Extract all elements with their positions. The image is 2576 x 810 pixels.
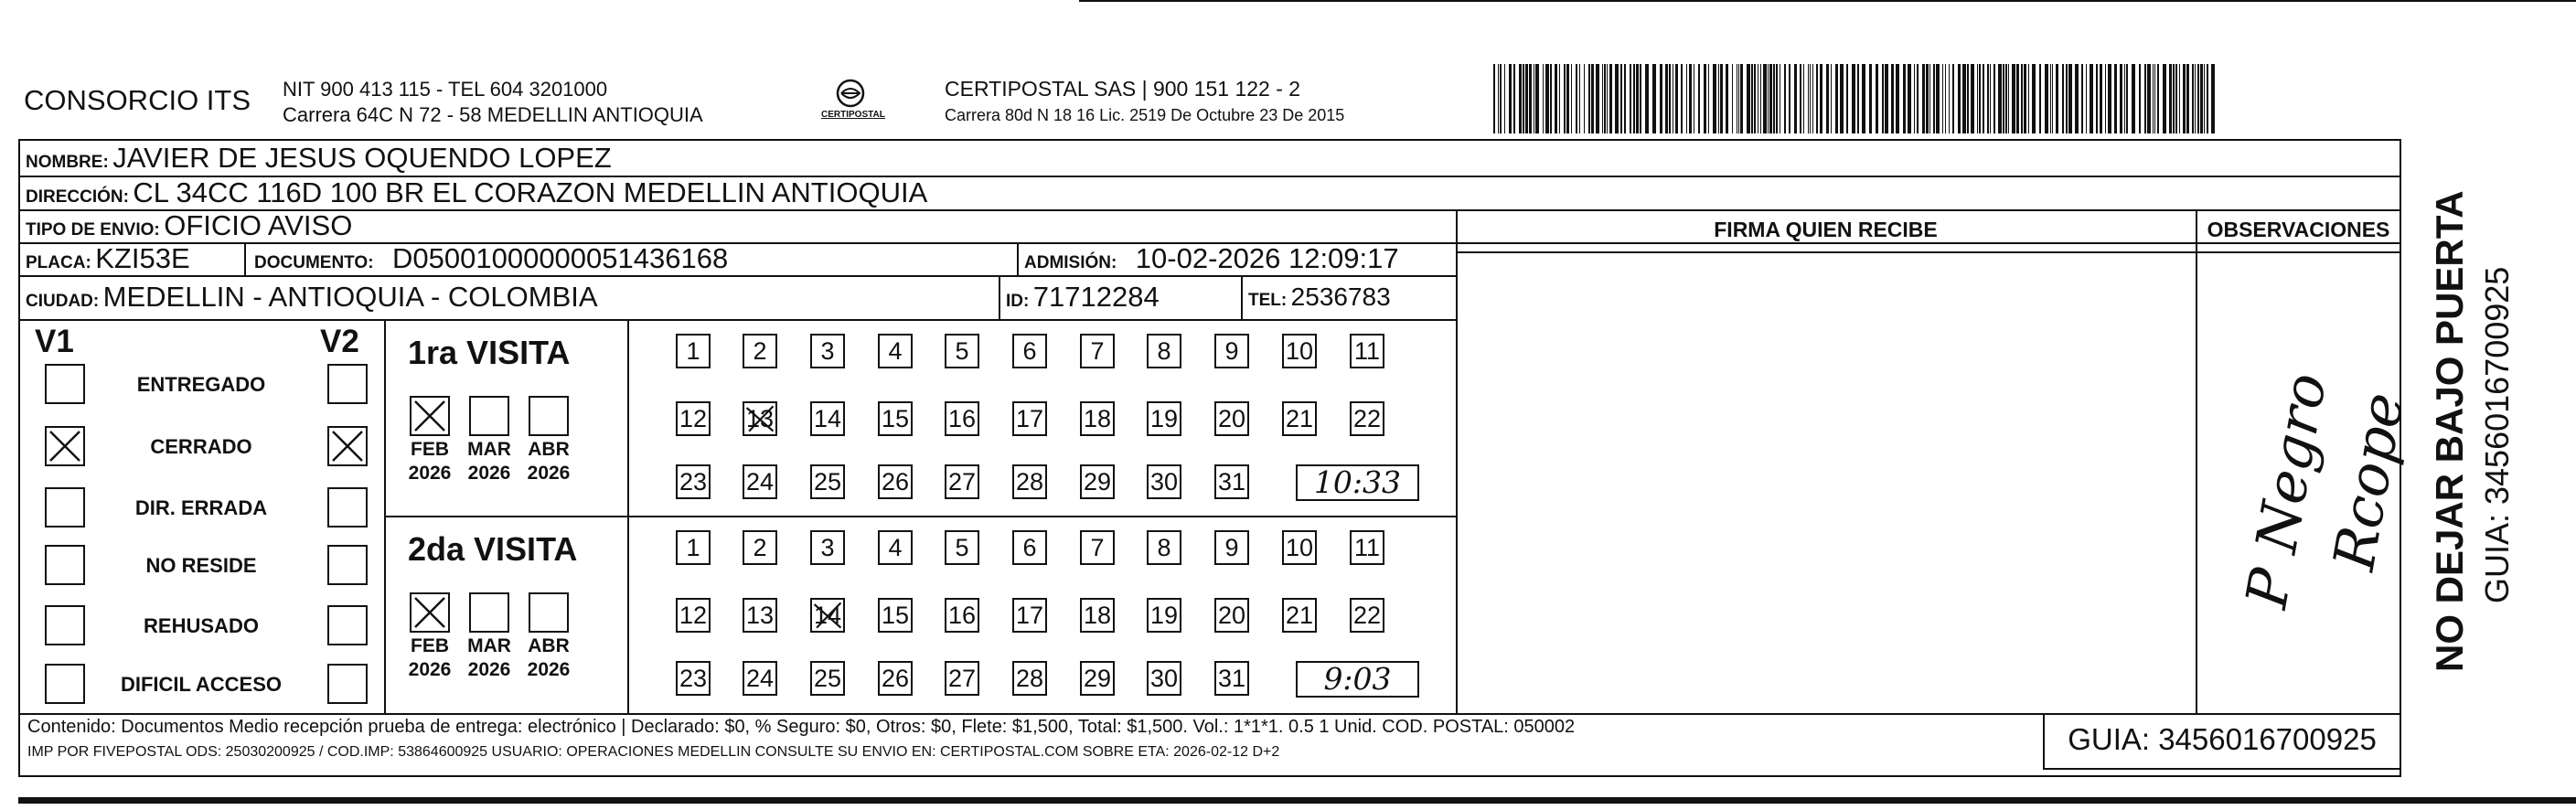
footer-content: Contenido: Documentos Medio recepción prueba de entrega: electrónico | Declarado: $0, % Seguro: $0, Otros: $0, Flete: $1,500, Total: $1,500. Vol.: 1*1*1. 0.5 1 Unid. COD. POSTAL: 050002 bbox=[27, 717, 1576, 737]
side-warning: NO DEJAR BAJO PUERTA bbox=[2428, 190, 2471, 672]
day-box-17-visit-2[interactable]: 17 bbox=[1012, 598, 1047, 633]
status-label-no-reside: NO RESIDE bbox=[145, 554, 257, 577]
month-label-mar-1 bbox=[462, 438, 517, 485]
month-year: 2026 bbox=[527, 659, 571, 680]
status-label-entregado: ENTREGADO bbox=[136, 373, 266, 396]
direccion-label: DIRECCIÓN: bbox=[26, 187, 129, 207]
day-box-31-visit-1[interactable]: 31 bbox=[1214, 464, 1249, 499]
day-check-mark-icon bbox=[812, 600, 843, 631]
month-label-abr-2 bbox=[521, 634, 576, 682]
nombre-label: NOMBRE: bbox=[26, 153, 109, 172]
day-box-13-visit-1[interactable]: 13 bbox=[743, 401, 777, 436]
v2-label: V2 bbox=[320, 324, 359, 359]
day-box-6-visit-2[interactable]: 6 bbox=[1012, 530, 1047, 565]
day-box-6-visit-1[interactable]: 6 bbox=[1012, 334, 1047, 368]
month-year: 2026 bbox=[408, 659, 452, 680]
day-box-25-visit-1[interactable]: 25 bbox=[810, 464, 845, 499]
day-box-5-visit-1[interactable]: 5 bbox=[945, 334, 979, 368]
placa-label: PLACA: bbox=[26, 253, 91, 272]
v1-checkbox-dir-errada[interactable] bbox=[45, 487, 85, 528]
day-box-18-visit-2[interactable]: 18 bbox=[1080, 598, 1115, 633]
day-box-29-visit-1[interactable]: 29 bbox=[1080, 464, 1115, 499]
month-year: 2026 bbox=[467, 463, 511, 484]
documento-value: D05001000000051436168 bbox=[392, 242, 729, 274]
courier-name: CERTIPOSTAL SAS | 900 151 122 - 2 bbox=[945, 77, 1301, 101]
day-box-21-visit-1[interactable]: 21 bbox=[1282, 401, 1317, 436]
day-box-17-visit-1[interactable]: 17 bbox=[1012, 401, 1047, 436]
month-checkbox-abr-1[interactable] bbox=[529, 396, 569, 436]
day-box-28-visit-2[interactable]: 28 bbox=[1012, 661, 1047, 696]
v1-checkbox-entregado[interactable] bbox=[45, 364, 85, 404]
firma-area[interactable] bbox=[1458, 253, 2194, 711]
day-box-10-visit-2[interactable]: 10 bbox=[1282, 530, 1317, 565]
day-box-30-visit-2[interactable]: 30 bbox=[1147, 661, 1181, 696]
day-box-19-visit-2[interactable]: 19 bbox=[1147, 598, 1181, 633]
day-box-14-visit-1[interactable]: 14 bbox=[810, 401, 845, 436]
v2-checkbox-dir-errada[interactable] bbox=[327, 487, 368, 528]
day-box-23-visit-2[interactable]: 23 bbox=[676, 661, 711, 696]
id-value: 71712284 bbox=[1032, 281, 1160, 313]
month-year: 2026 bbox=[467, 659, 511, 680]
day-box-18-visit-1[interactable]: 18 bbox=[1080, 401, 1115, 436]
certipostal-logo bbox=[805, 73, 896, 128]
tel-value: 2536783 bbox=[1290, 282, 1391, 311]
day-box-25-visit-2[interactable]: 25 bbox=[810, 661, 845, 696]
day-box-14-visit-2[interactable]: 14 bbox=[810, 598, 845, 633]
day-box-7-visit-1[interactable]: 7 bbox=[1080, 334, 1115, 368]
day-box-21-visit-2[interactable]: 21 bbox=[1282, 598, 1317, 633]
status-label-cerrado: CERRADO bbox=[150, 435, 252, 458]
footer-imp: IMP POR FIVEPOSTAL ODS: 25030200925 / COD.IMP: 53864600925 USUARIO: OPERACIONES MEDELLIN CONSULTE SU ENVIO EN: CERTIPOSTAL.COM SOBRE ETA: 2026-02-12 D+2 bbox=[27, 744, 1280, 760]
v1-checkbox-dificil-acceso[interactable] bbox=[45, 664, 85, 704]
day-box-8-visit-2[interactable]: 8 bbox=[1147, 530, 1181, 565]
day-box-11-visit-2[interactable]: 11 bbox=[1350, 530, 1384, 565]
v1-checkbox-rehusado[interactable] bbox=[45, 605, 85, 645]
company-name: CONSORCIO ITS bbox=[24, 84, 251, 116]
day-box-23-visit-1[interactable]: 23 bbox=[676, 464, 711, 499]
day-box-4-visit-2[interactable]: 4 bbox=[878, 530, 913, 565]
v1-label: V1 bbox=[35, 324, 74, 359]
day-box-16-visit-2[interactable]: 16 bbox=[945, 598, 979, 633]
day-box-31-visit-2[interactable]: 31 bbox=[1214, 661, 1249, 696]
day-box-26-visit-2[interactable]: 26 bbox=[878, 661, 913, 696]
day-box-1-visit-2[interactable]: 1 bbox=[676, 530, 711, 565]
month-checkbox-feb-1[interactable] bbox=[410, 396, 450, 436]
day-box-10-visit-1[interactable]: 10 bbox=[1282, 334, 1317, 368]
ciudad-label: CIUDAD: bbox=[26, 292, 100, 311]
observaciones-handwriting-1: P Negro bbox=[2232, 368, 2340, 613]
company-nit: NIT 900 413 115 - TEL 604 3201000 bbox=[283, 78, 608, 101]
v2-checkbox-no-reside[interactable] bbox=[327, 545, 368, 585]
day-box-8-visit-1[interactable]: 8 bbox=[1147, 334, 1181, 368]
day-box-20-visit-1[interactable]: 20 bbox=[1214, 401, 1249, 436]
day-box-29-visit-2[interactable]: 29 bbox=[1080, 661, 1115, 696]
day-box-19-visit-1[interactable]: 19 bbox=[1147, 401, 1181, 436]
day-box-12-visit-1[interactable]: 12 bbox=[676, 401, 711, 436]
day-box-30-visit-1[interactable]: 30 bbox=[1147, 464, 1181, 499]
day-box-26-visit-1[interactable]: 26 bbox=[878, 464, 913, 499]
admision-value: 10-02-2026 12:09:17 bbox=[1135, 242, 1399, 274]
day-box-2-visit-1[interactable]: 2 bbox=[743, 334, 777, 368]
day-box-5-visit-2[interactable]: 5 bbox=[945, 530, 979, 565]
month-checkbox-feb-2[interactable] bbox=[410, 592, 450, 633]
visit-time-1[interactable]: 10:33 bbox=[1296, 464, 1419, 501]
day-box-9-visit-1[interactable]: 9 bbox=[1214, 334, 1249, 368]
day-box-28-visit-1[interactable]: 28 bbox=[1012, 464, 1047, 499]
day-box-16-visit-1[interactable]: 16 bbox=[945, 401, 979, 436]
day-box-1-visit-1[interactable]: 1 bbox=[676, 334, 711, 368]
admision-label: ADMISIÓN: bbox=[1024, 253, 1117, 272]
month-checkbox-abr-2[interactable] bbox=[529, 592, 569, 633]
month-label-feb-2 bbox=[402, 634, 457, 682]
day-box-13-visit-2[interactable]: 13 bbox=[743, 598, 777, 633]
month-label-abr-1 bbox=[521, 438, 576, 485]
logo-text: CERTIPOSTAL bbox=[821, 110, 885, 120]
tel-label: TEL: bbox=[1248, 291, 1288, 310]
v2-checkbox-cerrado[interactable] bbox=[327, 426, 368, 466]
certipostal-logo-icon bbox=[805, 73, 896, 128]
tipo-envio-value: OFICIO AVISO bbox=[164, 209, 353, 241]
status-label-dir-errada: DIR. ERRADA bbox=[134, 496, 268, 519]
day-box-7-visit-2[interactable]: 7 bbox=[1080, 530, 1115, 565]
observaciones-handwriting-2: Rcope bbox=[2320, 388, 2417, 575]
tipo-envio-label: TIPO DE ENVIO: bbox=[26, 220, 160, 240]
month-label-feb-1 bbox=[402, 438, 457, 485]
day-box-27-visit-1[interactable]: 27 bbox=[945, 464, 979, 499]
day-box-4-visit-1[interactable]: 4 bbox=[878, 334, 913, 368]
nombre-value: JAVIER DE JESUS OQUENDO LOPEZ bbox=[112, 142, 612, 174]
direccion-value: CL 34CC 116D 100 BR EL CORAZON MEDELLIN ANTIOQUIA bbox=[133, 176, 928, 208]
month-year: 2026 bbox=[408, 463, 452, 484]
month-name: ABR bbox=[528, 635, 570, 656]
day-box-9-visit-2[interactable]: 9 bbox=[1214, 530, 1249, 565]
barcode bbox=[1493, 64, 2225, 133]
month-name: FEB bbox=[411, 439, 449, 460]
status-label-rehusado: REHUSADO bbox=[144, 614, 259, 637]
day-box-20-visit-2[interactable]: 20 bbox=[1214, 598, 1249, 633]
day-box-15-visit-1[interactable]: 15 bbox=[878, 401, 913, 436]
day-box-24-visit-2[interactable]: 24 bbox=[743, 661, 777, 696]
day-box-2-visit-2[interactable]: 2 bbox=[743, 530, 777, 565]
day-box-22-visit-2[interactable]: 22 bbox=[1350, 598, 1384, 633]
visit-title-2: 2da VISITA bbox=[408, 530, 578, 568]
courier-license: Carrera 80d N 18 16 Lic. 2519 De Octubre 23 De 2015 bbox=[945, 106, 1345, 124]
ciudad-value: MEDELLIN - ANTIOQUIA - COLOMBIA bbox=[102, 281, 598, 313]
id-label: ID: bbox=[1006, 292, 1030, 311]
footer-guia: GUIA: 3456016700925 bbox=[2068, 722, 2377, 756]
day-box-3-visit-2[interactable]: 3 bbox=[810, 530, 845, 565]
month-name: ABR bbox=[528, 439, 570, 460]
v2-checkbox-entregado[interactable] bbox=[327, 364, 368, 404]
side-guia: GUIA: 3456016700925 bbox=[2478, 266, 2516, 603]
month-name: FEB bbox=[411, 635, 449, 656]
day-check-mark-icon bbox=[744, 403, 775, 434]
day-box-3-visit-1[interactable]: 3 bbox=[810, 334, 845, 368]
month-checkbox-mar-2[interactable] bbox=[469, 592, 509, 633]
top-rule bbox=[1079, 0, 2576, 2]
documento-label: DOCUMENTO: bbox=[254, 253, 374, 272]
company-address: Carrera 64C N 72 - 58 MEDELLIN ANTIOQUIA bbox=[283, 103, 703, 126]
day-box-15-visit-2[interactable]: 15 bbox=[878, 598, 913, 633]
v1-checkbox-no-reside[interactable] bbox=[45, 545, 85, 585]
month-year: 2026 bbox=[527, 463, 571, 484]
month-checkbox-mar-1[interactable] bbox=[469, 396, 509, 436]
day-box-27-visit-2[interactable]: 27 bbox=[945, 661, 979, 696]
bottom-rule bbox=[18, 797, 2576, 804]
month-label-mar-2 bbox=[462, 634, 517, 682]
visit-title-1: 1ra VISITA bbox=[408, 334, 571, 371]
v2-checkbox-dificil-acceso[interactable] bbox=[327, 664, 368, 704]
status-label-dificil-acceso: DIFICIL ACCESO bbox=[120, 673, 282, 696]
v1-checkbox-cerrado[interactable] bbox=[45, 426, 85, 466]
v2-checkbox-rehusado[interactable] bbox=[327, 605, 368, 645]
visit-time-2[interactable]: 9:03 bbox=[1296, 661, 1419, 698]
placa-value: KZI53E bbox=[95, 242, 190, 274]
firma-label: FIRMA QUIEN RECIBE bbox=[1714, 218, 1938, 241]
day-box-22-visit-1[interactable]: 22 bbox=[1350, 401, 1384, 436]
day-box-12-visit-2[interactable]: 12 bbox=[676, 598, 711, 633]
observaciones-label: OBSERVACIONES bbox=[2207, 218, 2390, 241]
day-box-24-visit-1[interactable]: 24 bbox=[743, 464, 777, 499]
month-name: MAR bbox=[467, 439, 511, 460]
day-box-11-visit-1[interactable]: 11 bbox=[1350, 334, 1384, 368]
month-name: MAR bbox=[467, 635, 511, 656]
